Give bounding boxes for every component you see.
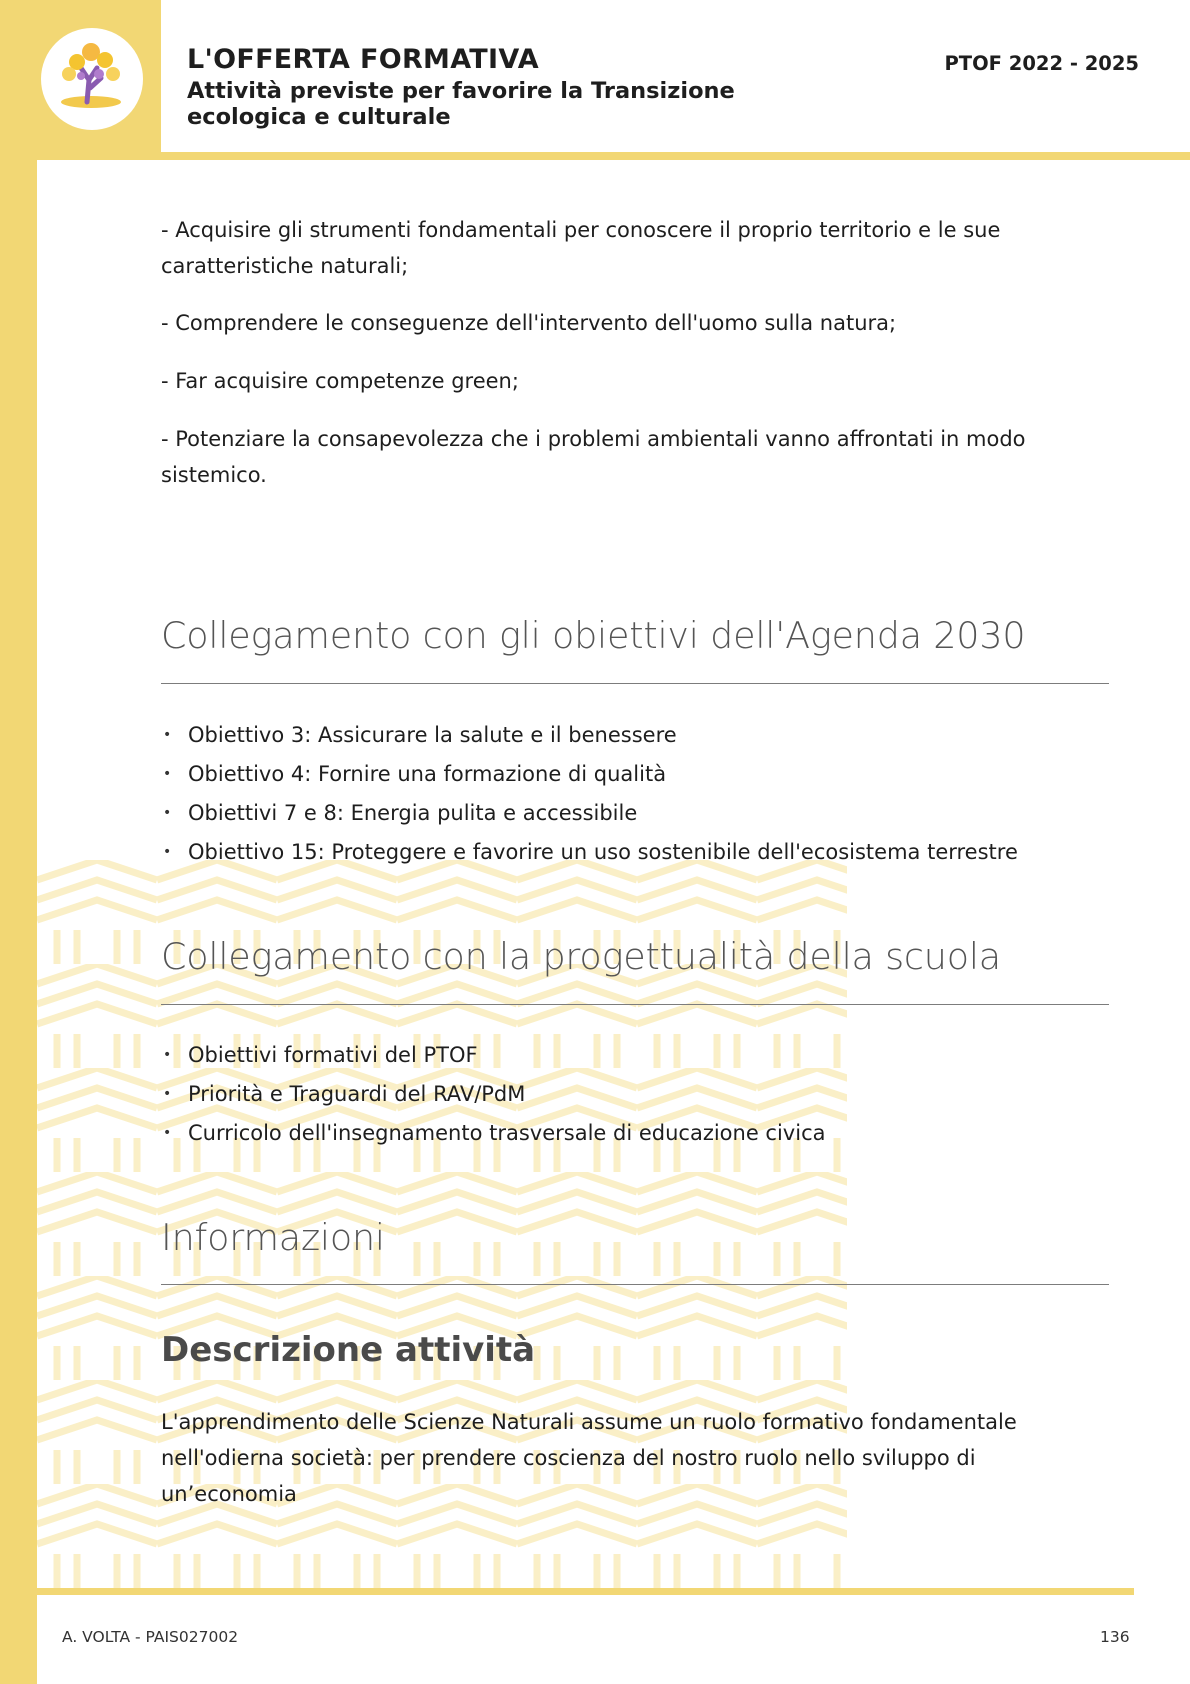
page-title: L'OFFERTA FORMATIVA bbox=[187, 44, 539, 75]
bullet-icon: • bbox=[163, 844, 172, 860]
intro-item-2: - Comprendere le conseguenze dell'intervento dell'uomo sulla natura; bbox=[161, 311, 897, 335]
informazioni-divider bbox=[161, 1284, 1109, 1285]
bullet-icon: • bbox=[163, 727, 172, 743]
progettualita-section-title: Collegamento con la progettualità della scuola bbox=[161, 935, 1001, 978]
descrizione-heading: Descrizione attività bbox=[161, 1330, 536, 1370]
agenda-list bbox=[161, 716, 1018, 872]
tree-logo-icon bbox=[41, 28, 143, 130]
school-logo bbox=[41, 28, 143, 130]
descrizione-text: L'apprendimento delle Scienze Naturali assume un ruolo formativo fondamentale nell'odierna società: per prendere coscienza del nostro ruolo nello sviluppo di un’economia bbox=[161, 1410, 1017, 1506]
informazioni-section-title: Informazioni bbox=[161, 1216, 385, 1259]
bullet-icon: • bbox=[163, 766, 172, 782]
footer-school-code: A. VOLTA - PAIS027002 bbox=[62, 1628, 239, 1646]
progettualita-list bbox=[161, 1036, 826, 1153]
intro-item-3: - Far acquisire competenze green; bbox=[161, 369, 519, 393]
list-item: • Curricolo dell'insegnamento trasversale di educazione civica bbox=[161, 1114, 826, 1153]
header-divider bbox=[37, 152, 1190, 160]
footer-divider bbox=[37, 1588, 1134, 1595]
page-subtitle: Attività previste per favorire la Transizione ecologica e culturale bbox=[187, 78, 735, 130]
agenda-section-title: Collegamento con gli obiettivi dell'Agenda 2030 bbox=[161, 614, 1026, 657]
bullet-icon: • bbox=[163, 1125, 172, 1141]
list-item: • Obiettivo 3: Assicurare la salute e il benessere bbox=[161, 716, 1018, 755]
left-accent-band bbox=[0, 0, 37, 1684]
bullet-icon: • bbox=[163, 805, 172, 821]
list-item: • Priorità e Traguardi del RAV/PdM bbox=[161, 1075, 826, 1114]
bullet-icon: • bbox=[163, 1086, 172, 1102]
bullet-icon: • bbox=[163, 1047, 172, 1063]
intro-item-4: - Potenziare la consapevolezza che i problemi ambientali vanno affrontati in modo sistemico. bbox=[161, 427, 1026, 487]
list-item: • Obiettivi 7 e 8: Energia pulita e accessibile bbox=[161, 794, 1018, 833]
progettualita-divider bbox=[161, 1004, 1109, 1005]
page-number: 136 bbox=[1100, 1628, 1130, 1646]
agenda-divider bbox=[161, 683, 1109, 684]
list-item: • Obiettivi formativi del PTOF bbox=[161, 1036, 826, 1075]
document-label: PTOF 2022 - 2025 bbox=[944, 52, 1139, 75]
list-item: • Obiettivo 15: Proteggere e favorire un uso sostenibile dell'ecosistema terrestre bbox=[161, 833, 1018, 872]
intro-item-1: - Acquisire gli strumenti fondamentali per conoscere il proprio territorio e le sue caratteristiche naturali; bbox=[161, 218, 1001, 278]
list-item: • Obiettivo 4: Fornire una formazione di qualità bbox=[161, 755, 1018, 794]
